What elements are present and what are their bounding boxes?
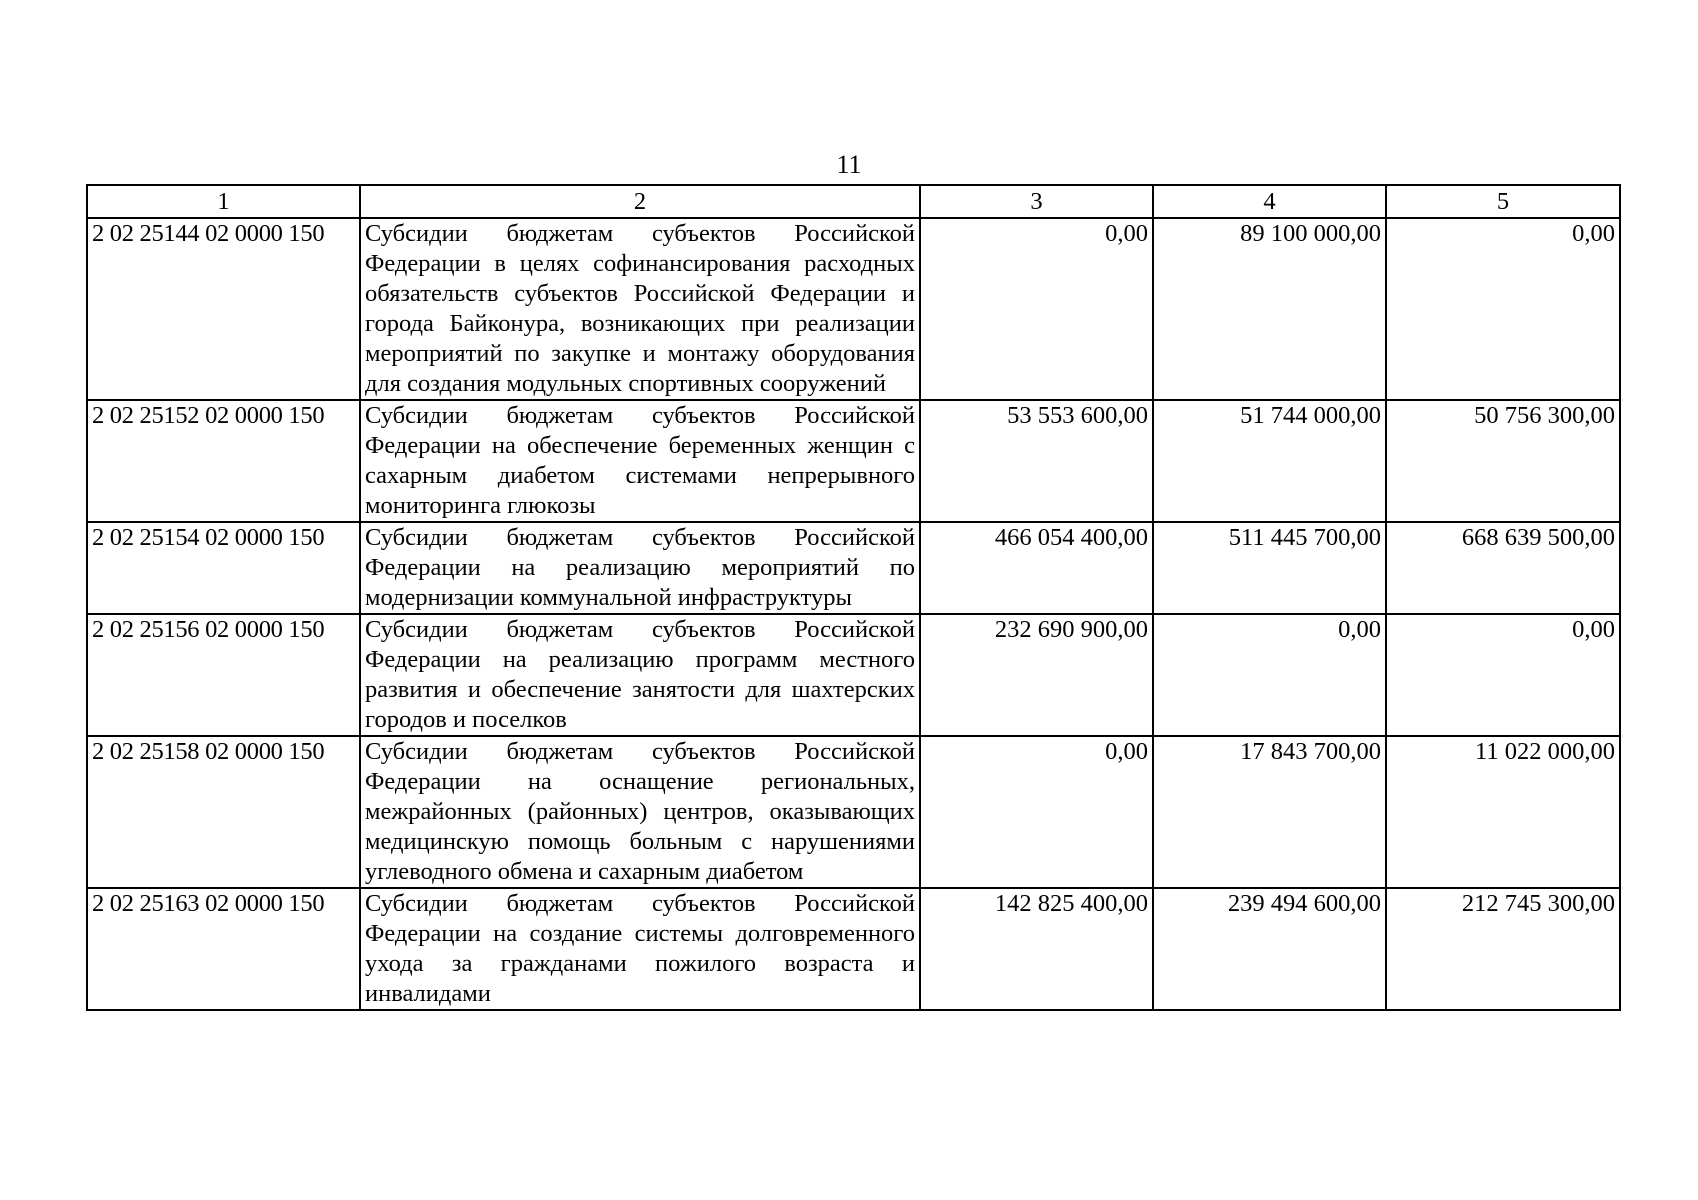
description-cell: Субсидии бюджетам субъектов Российской Федерации на создание системы долговременного ухода за гражданами пожилого возраста и инвалидами <box>360 888 920 1010</box>
table-row <box>87 400 1620 522</box>
amount-col3-cell: 232 690 900,00 <box>920 614 1153 736</box>
header-cell-2: 2 <box>360 185 920 218</box>
description-cell: Субсидии бюджетам субъектов Российской Федерации на обеспечение беременных женщин с сахарным диабетом системами непрерывного мониторинга глюкозы <box>360 400 920 522</box>
amount-col3-cell: 466 054 400,00 <box>920 522 1153 614</box>
amount-col5-cell: 50 756 300,00 <box>1386 400 1620 522</box>
amount-col5-cell: 0,00 <box>1386 218 1620 400</box>
amount-col5-cell: 11 022 000,00 <box>1386 736 1620 888</box>
amount-col4-cell: 239 494 600,00 <box>1153 888 1386 1010</box>
budget-code-cell: 2 02 25144 02 0000 150 <box>87 218 360 400</box>
amount-col3-cell: 142 825 400,00 <box>920 888 1153 1010</box>
budget-code-cell: 2 02 25158 02 0000 150 <box>87 736 360 888</box>
amount-col4-cell: 51 744 000,00 <box>1153 400 1386 522</box>
table-row <box>87 888 1620 1010</box>
table-row <box>87 736 1620 888</box>
amount-col5-cell: 0,00 <box>1386 614 1620 736</box>
table-row <box>87 614 1620 736</box>
amount-col4-cell: 17 843 700,00 <box>1153 736 1386 888</box>
amount-col4-cell: 0,00 <box>1153 614 1386 736</box>
table-row <box>87 522 1620 614</box>
description-cell: Субсидии бюджетам субъектов Российской Федерации в целях софинансирования расходных обязательств субъектов Российской Федерации и города Байконура, возникающих при реализации мероприятий по закупке и монтажу оборудования для создания модульных спортивных сооружений <box>360 218 920 400</box>
budget-code-cell: 2 02 25152 02 0000 150 <box>87 400 360 522</box>
header-cell-3: 3 <box>920 185 1153 218</box>
description-cell: Субсидии бюджетам субъектов Российской Федерации на реализацию мероприятий по модернизации коммунальной инфраструктуры <box>360 522 920 614</box>
header-cell-1: 1 <box>87 185 360 218</box>
amount-col4-cell: 511 445 700,00 <box>1153 522 1386 614</box>
amount-col3-cell: 0,00 <box>920 218 1153 400</box>
amount-col4-cell: 89 100 000,00 <box>1153 218 1386 400</box>
header-row <box>87 185 1620 218</box>
header-cell-5: 5 <box>1386 185 1620 218</box>
budget-code-cell: 2 02 25156 02 0000 150 <box>87 614 360 736</box>
table-row <box>87 218 1620 400</box>
budget-table <box>86 184 1621 1011</box>
description-cell: Субсидии бюджетам субъектов Российской Федерации на оснащение региональных, межрайонных (районных) центров, оказывающих медицинскую помощь больным с нарушениями углеводного обмена и сахарным диабетом <box>360 736 920 888</box>
description-cell: Субсидии бюджетам субъектов Российской Федерации на реализацию программ местного развития и обеспечение занятости для шахтерских городов и поселков <box>360 614 920 736</box>
page-number: 11 <box>836 150 862 179</box>
amount-col5-cell: 212 745 300,00 <box>1386 888 1620 1010</box>
amount-col3-cell: 0,00 <box>920 736 1153 888</box>
budget-code-cell: 2 02 25163 02 0000 150 <box>87 888 360 1010</box>
header-cell-4: 4 <box>1153 185 1386 218</box>
amount-col5-cell: 668 639 500,00 <box>1386 522 1620 614</box>
amount-col3-cell: 53 553 600,00 <box>920 400 1153 522</box>
budget-code-cell: 2 02 25154 02 0000 150 <box>87 522 360 614</box>
